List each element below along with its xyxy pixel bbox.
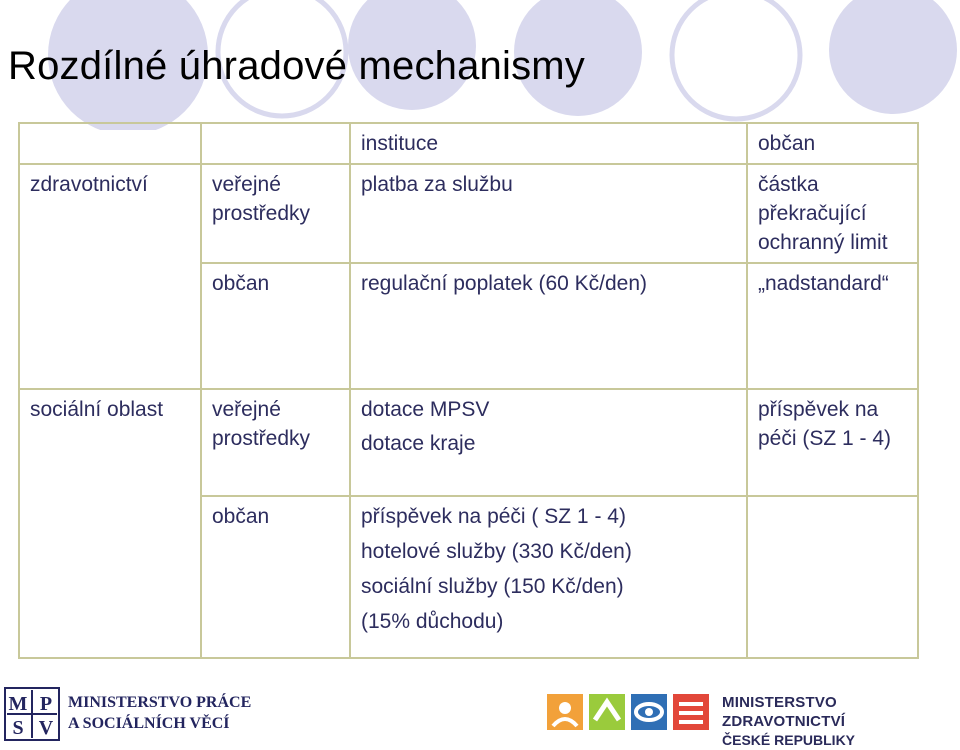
- cell-line: ochranný limit: [758, 231, 888, 254]
- payer-citizen: občan: [201, 496, 350, 658]
- table-header-row: [19, 123, 918, 164]
- cell-line: (15% důchodu): [361, 610, 504, 633]
- area-health: zdravotnictví: [19, 164, 201, 389]
- payer-label-line: veřejné: [212, 398, 281, 421]
- header-citizen: občan: [747, 123, 918, 164]
- svg-text:V: V: [38, 717, 54, 739]
- table-row-social-public: [19, 389, 918, 496]
- social-citizen-institution-cell: [350, 496, 747, 658]
- health-citizen-citizen-cell: „nadstandard“: [747, 263, 918, 389]
- mz-name-line: MINISTERSTVO ZDRAVOTNICTVÍ: [722, 694, 846, 730]
- social-citizen-citizen-cell: [747, 496, 918, 658]
- decor-circle-outline: [672, 0, 800, 119]
- table-row-health-public: [19, 164, 918, 263]
- mz-name: [722, 693, 960, 750]
- payment-mechanisms-table: [18, 122, 919, 659]
- area-social: sociální oblast: [19, 389, 201, 658]
- cell-line: sociální služby (150 Kč/den): [361, 575, 624, 598]
- payer-citizen: občan: [201, 263, 350, 389]
- mpsv-name: [68, 692, 251, 734]
- mz-name-line: ČESKÉ REPUBLIKY: [722, 732, 856, 748]
- social-public-citizen-cell: [747, 389, 918, 496]
- mpsv-name-line: A SOCIÁLNÍCH VĚCÍ: [68, 715, 230, 732]
- cell-line: péči (SZ 1 - 4): [758, 427, 892, 450]
- payer-label-line: veřejné: [212, 173, 281, 196]
- health-public-citizen-cell: [747, 164, 918, 263]
- cell-line: příspěvek na: [758, 398, 879, 421]
- cell-line: částka: [758, 173, 819, 196]
- page-title: Rozdílné úhradové mechanismy: [8, 44, 586, 88]
- payer-label-line: prostředky: [212, 202, 311, 225]
- svg-text:M: M: [8, 693, 28, 715]
- cell-line: příspěvek na péči ( SZ 1 - 4): [361, 505, 626, 528]
- header-empty-cell: [19, 123, 201, 164]
- decor-circle-filled: [829, 0, 957, 114]
- health-citizen-institution-cell: regulační poplatek (60 Kč/den): [350, 263, 747, 389]
- payer-public-funds: [201, 164, 350, 263]
- header-empty-cell: [201, 123, 350, 164]
- mpsv-name-line: MINISTERSTVO PRÁCE: [68, 694, 252, 711]
- header-institution: instituce: [350, 123, 747, 164]
- payer-public-funds: [201, 389, 350, 496]
- cell-line: překračující: [758, 202, 867, 225]
- social-public-institution-cell: [350, 389, 747, 496]
- svg-text:P: P: [39, 693, 53, 715]
- health-public-institution-cell: platba za službu: [350, 164, 747, 263]
- cell-line: dotace MPSV: [361, 398, 490, 421]
- svg-text:S: S: [12, 717, 24, 739]
- cell-line: dotace kraje: [361, 432, 476, 455]
- payer-label-line: prostředky: [212, 427, 311, 450]
- partner-logo-squares: [547, 694, 715, 732]
- cell-line: hotelové služby (330 Kč/den): [361, 540, 632, 563]
- mpsv-logo: [4, 687, 60, 741]
